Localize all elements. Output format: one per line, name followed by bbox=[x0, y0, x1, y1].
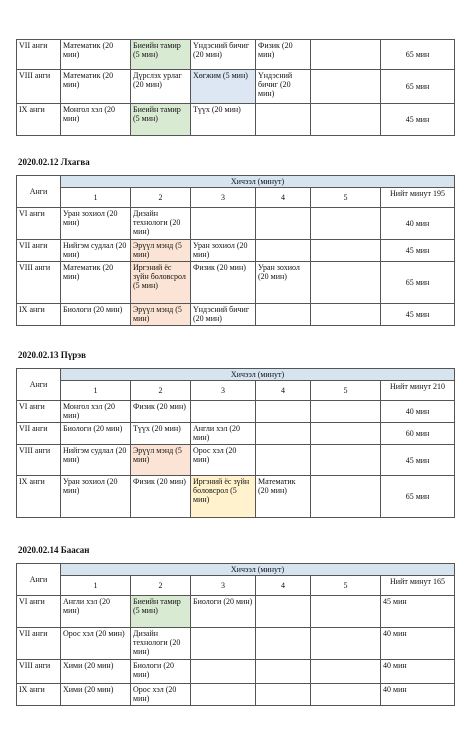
lesson-cell: Биологи (20 мин) bbox=[191, 596, 256, 628]
lessons-header: Хичээл (минут) bbox=[61, 564, 455, 576]
lesson-cell: Математик (20 мин) bbox=[61, 40, 131, 70]
lesson-cell: Үндэсний бичиг (20 мин) bbox=[191, 40, 256, 70]
lesson-cell: Уран зохиол (20 мин) bbox=[61, 476, 131, 518]
grade-cell: VI анги bbox=[17, 401, 61, 423]
lesson-cell bbox=[256, 660, 311, 684]
lesson-cell: Орос хэл (20 мин) bbox=[191, 445, 256, 476]
lesson-cell: Үндэсний бичиг (20 мин) bbox=[256, 70, 311, 104]
lesson-cell: Иргэний ёс зүйн боловсрол (5 мин) bbox=[131, 262, 191, 304]
table-row bbox=[17, 104, 455, 136]
table-row bbox=[17, 445, 455, 476]
column-header: 3 bbox=[191, 188, 256, 208]
column-header: 2 bbox=[131, 381, 191, 401]
total-cell: 45 мин bbox=[381, 240, 455, 262]
grade-cell: IX анги bbox=[17, 684, 61, 706]
lesson-cell: Хими (20 мин) bbox=[61, 684, 131, 706]
lesson-cell: Орос хэл (20 мин) bbox=[131, 684, 191, 706]
lesson-cell bbox=[311, 70, 381, 104]
grade-cell: IX анги bbox=[17, 476, 61, 518]
grade-cell: VII анги bbox=[17, 240, 61, 262]
schedule-table-continued bbox=[16, 39, 455, 136]
total-cell: 40 мин bbox=[381, 628, 455, 660]
table-row bbox=[17, 423, 455, 445]
lesson-cell bbox=[256, 104, 311, 136]
lesson-cell: Дизайн технологи (20 мин) bbox=[131, 628, 191, 660]
lesson-cell bbox=[256, 240, 311, 262]
lesson-cell: Биеийн тамир (5 мин) bbox=[131, 40, 191, 70]
section-date-heading: 2020.02.12 Лхагва bbox=[18, 157, 90, 167]
section-date-heading: 2020.02.14 Баасан bbox=[18, 545, 90, 555]
lesson-cell: Нийгэм судлал (20 мин) bbox=[61, 445, 131, 476]
lesson-cell: Биеийн тамир (5 мин) bbox=[131, 104, 191, 136]
section-date-heading: 2020.02.13 Пүрэв bbox=[18, 350, 87, 360]
lesson-cell bbox=[256, 304, 311, 326]
total-cell: 60 мин bbox=[381, 423, 455, 445]
lesson-cell: Монгол хэл (20 мин) bbox=[61, 104, 131, 136]
grade-cell: VI анги bbox=[17, 596, 61, 628]
lesson-cell: Биологи (20 мин) bbox=[61, 423, 131, 445]
lesson-cell bbox=[256, 445, 311, 476]
lesson-cell: Математик (20 мин) bbox=[61, 262, 131, 304]
lesson-cell bbox=[256, 596, 311, 628]
column-header: 2 bbox=[131, 188, 191, 208]
lesson-cell: Биологи (20 мин) bbox=[61, 304, 131, 326]
column-header: 4 bbox=[256, 188, 311, 208]
grade-cell: IX анги bbox=[17, 104, 61, 136]
grade-cell: IX анги bbox=[17, 304, 61, 326]
lesson-cell bbox=[256, 401, 311, 423]
lesson-cell: Хими (20 мин) bbox=[61, 660, 131, 684]
schedule-table bbox=[16, 368, 455, 518]
lesson-cell bbox=[311, 628, 381, 660]
total-cell: 45 мин bbox=[381, 104, 455, 136]
total-cell: 45 мин bbox=[381, 596, 455, 628]
grade-cell: VIII анги bbox=[17, 70, 61, 104]
lesson-cell bbox=[191, 684, 256, 706]
total-cell: 65 мин bbox=[381, 262, 455, 304]
lesson-cell: Биологи (20 мин) bbox=[131, 660, 191, 684]
lesson-cell: Дизайн технологи (20 мин) bbox=[131, 208, 191, 240]
lesson-cell: Эрүүл мэнд (5 мин) bbox=[131, 445, 191, 476]
table-header-row bbox=[17, 188, 455, 208]
column-header: 5 bbox=[311, 188, 381, 208]
grade-cell: VIII анги bbox=[17, 262, 61, 304]
total-header: Нийт минут 210 bbox=[381, 381, 455, 401]
lesson-cell bbox=[311, 660, 381, 684]
table-row bbox=[17, 262, 455, 304]
lesson-cell bbox=[311, 304, 381, 326]
lesson-cell bbox=[311, 40, 381, 70]
lesson-cell bbox=[311, 240, 381, 262]
column-header: 2 bbox=[131, 576, 191, 596]
column-header: 5 bbox=[311, 381, 381, 401]
lessons-header: Хичээл (минут) bbox=[61, 176, 455, 188]
total-cell: 45 мин bbox=[381, 304, 455, 326]
table-row bbox=[17, 628, 455, 660]
lesson-cell bbox=[311, 476, 381, 518]
total-header: Нийт минут 165 bbox=[381, 576, 455, 596]
lesson-cell: Физик (20 мин) bbox=[131, 401, 191, 423]
lesson-cell: Физик (20 мин) bbox=[131, 476, 191, 518]
lesson-cell bbox=[256, 684, 311, 706]
grade-header: Анги bbox=[17, 176, 61, 208]
table-row bbox=[17, 208, 455, 240]
lesson-cell bbox=[311, 684, 381, 706]
lesson-cell bbox=[256, 423, 311, 445]
lesson-cell: Түүх (20 мин) bbox=[191, 104, 256, 136]
table-row bbox=[17, 70, 455, 104]
column-header: 3 bbox=[191, 576, 256, 596]
column-header: 1 bbox=[61, 381, 131, 401]
grade-cell: VII анги bbox=[17, 628, 61, 660]
grade-cell: VI анги bbox=[17, 208, 61, 240]
lesson-cell: Нийгэм судлал (20 мин) bbox=[61, 240, 131, 262]
grade-cell: VII анги bbox=[17, 423, 61, 445]
table-header-row bbox=[17, 381, 455, 401]
lesson-cell bbox=[311, 262, 381, 304]
lesson-cell: Уран зохиол (20 мин) bbox=[256, 262, 311, 304]
table-row bbox=[17, 401, 455, 423]
lesson-cell: Физик (20 мин) bbox=[256, 40, 311, 70]
table-row bbox=[17, 684, 455, 706]
lesson-cell: Англи хэл (20 мин) bbox=[191, 423, 256, 445]
lesson-cell: Эрүүл мэнд (5 мин) bbox=[131, 304, 191, 326]
lesson-cell: Түүх (20 мин) bbox=[131, 423, 191, 445]
lesson-cell bbox=[311, 208, 381, 240]
lesson-cell: Математик (20 мин) bbox=[61, 70, 131, 104]
lesson-cell bbox=[311, 445, 381, 476]
column-header: 4 bbox=[256, 576, 311, 596]
column-header: 5 bbox=[311, 576, 381, 596]
lesson-cell: Монгол хэл (20 мин) bbox=[61, 401, 131, 423]
column-header: 3 bbox=[191, 381, 256, 401]
lesson-cell bbox=[311, 596, 381, 628]
grade-header: Анги bbox=[17, 564, 61, 596]
lesson-cell bbox=[191, 660, 256, 684]
total-cell: 65 мин bbox=[381, 476, 455, 518]
lesson-cell bbox=[191, 628, 256, 660]
total-cell: 40 мин bbox=[381, 208, 455, 240]
grade-cell: VIII анги bbox=[17, 445, 61, 476]
table-row bbox=[17, 40, 455, 70]
total-header: Нийт минут 195 bbox=[381, 188, 455, 208]
lesson-cell bbox=[256, 628, 311, 660]
lesson-cell: Үндэсний бичиг (20 мин) bbox=[191, 304, 256, 326]
table-header-row bbox=[17, 369, 455, 381]
schedule-table bbox=[16, 563, 455, 706]
total-cell: 40 мин bbox=[381, 401, 455, 423]
grade-cell: VIII анги bbox=[17, 660, 61, 684]
lesson-cell: Математик (20 мин) bbox=[256, 476, 311, 518]
grade-header: Анги bbox=[17, 369, 61, 401]
lesson-cell: Орос хэл (20 мин) bbox=[61, 628, 131, 660]
schedule-table bbox=[16, 175, 455, 326]
lesson-cell bbox=[311, 401, 381, 423]
lesson-cell bbox=[311, 423, 381, 445]
total-cell: 65 мин bbox=[381, 70, 455, 104]
lesson-cell bbox=[191, 401, 256, 423]
column-header: 1 bbox=[61, 576, 131, 596]
lesson-cell: Дүрслэх урлаг (20 мин) bbox=[131, 70, 191, 104]
column-header: 4 bbox=[256, 381, 311, 401]
lesson-cell bbox=[256, 208, 311, 240]
lesson-cell bbox=[311, 104, 381, 136]
lesson-cell: Биеийн тамир (5 мин) bbox=[131, 596, 191, 628]
table-header-row bbox=[17, 176, 455, 188]
table-header-row bbox=[17, 576, 455, 596]
lesson-cell: Эрүүл мэнд (5 мин) bbox=[131, 240, 191, 262]
lesson-cell: Хөгжим (5 мин) bbox=[191, 70, 256, 104]
total-cell: 40 мин bbox=[381, 660, 455, 684]
total-cell: 40 мин bbox=[381, 684, 455, 706]
lesson-cell: Иргэний ёс зүйн боловсрол (5 мин) bbox=[191, 476, 256, 518]
table-row bbox=[17, 660, 455, 684]
total-cell: 45 мин bbox=[381, 445, 455, 476]
table-row bbox=[17, 304, 455, 326]
table-header-row bbox=[17, 564, 455, 576]
grade-cell: VII анги bbox=[17, 40, 61, 70]
table-row bbox=[17, 476, 455, 518]
lesson-cell bbox=[191, 208, 256, 240]
table-row bbox=[17, 240, 455, 262]
lesson-cell: Физик (20 мин) bbox=[191, 262, 256, 304]
column-header: 1 bbox=[61, 188, 131, 208]
lesson-cell: Уран зохиол (20 мин) bbox=[191, 240, 256, 262]
lesson-cell: Уран зохиол (20 мин) bbox=[61, 208, 131, 240]
lessons-header: Хичээл (минут) bbox=[61, 369, 455, 381]
lesson-cell: Англи хэл (20 мин) bbox=[61, 596, 131, 628]
table-row bbox=[17, 596, 455, 628]
total-cell: 65 мин bbox=[381, 40, 455, 70]
